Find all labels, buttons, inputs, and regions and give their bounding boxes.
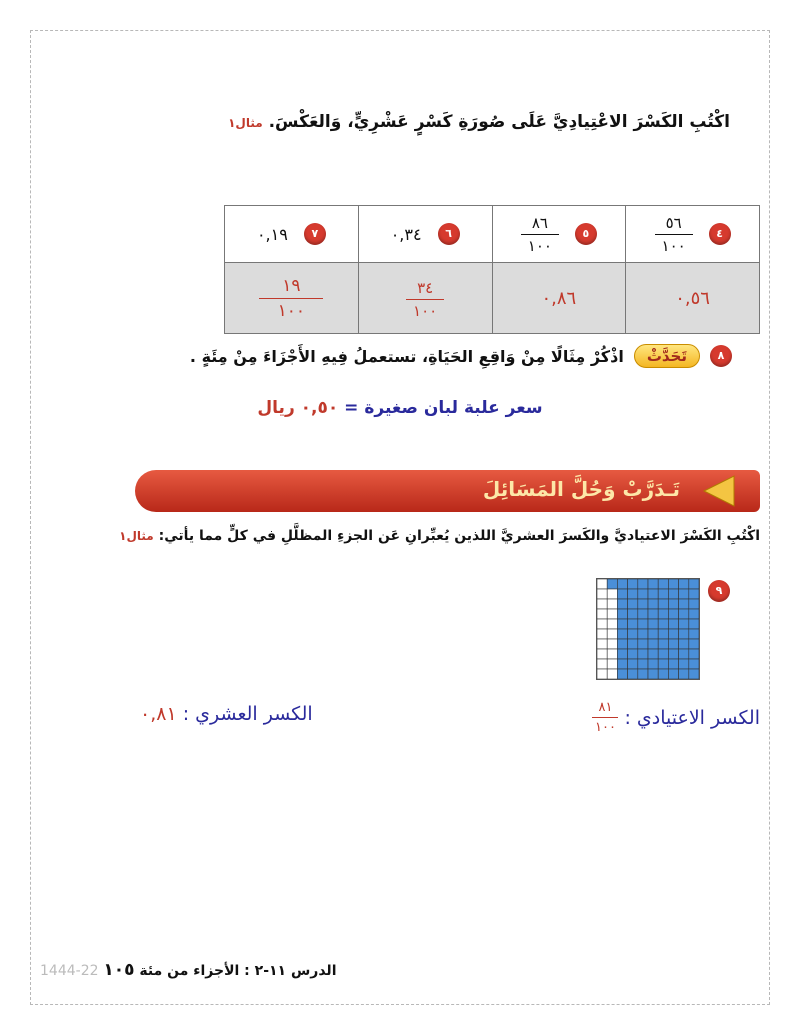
grid-cell [658, 579, 668, 589]
answer-cell [626, 263, 760, 334]
grid-cell [689, 599, 699, 609]
answer-decimal: ٠,٥٦ [675, 287, 710, 309]
grid-cell [658, 669, 668, 679]
grid-cell [628, 589, 638, 599]
answer-cell [492, 263, 626, 334]
grid-cell [638, 579, 648, 589]
grid-cell [628, 579, 638, 589]
grid-cell [617, 669, 627, 679]
grid-cell [628, 659, 638, 669]
grid-cell [668, 579, 678, 589]
common-fraction-label: الكسر الاعتيادي : [624, 706, 760, 729]
decimal-answer [140, 703, 313, 725]
grid-cell [668, 649, 678, 659]
stamp: 22-1444 [40, 963, 99, 979]
grid-cell [689, 609, 699, 619]
grid-cell [638, 669, 648, 679]
grid-cell [679, 659, 689, 669]
grid-cell [648, 619, 658, 629]
denominator: ١٠٠ [527, 236, 552, 255]
grid-cell [607, 639, 617, 649]
numerator: ١٩ [282, 276, 301, 296]
grid-cell [617, 619, 627, 629]
grid-cell [689, 589, 699, 599]
grid-cell [638, 649, 648, 659]
answer-decimal: ٠,٨٦ [541, 287, 577, 309]
answer-value: ٠,٥٠ ريال [257, 398, 339, 418]
question-cell [626, 206, 760, 263]
question-cell [492, 206, 626, 263]
grid-cell [668, 619, 678, 629]
denominator: ١٠٠ [661, 236, 686, 255]
grid-cell [607, 589, 617, 599]
question-number: ٧ [304, 223, 326, 245]
numerator: ٨١ [598, 700, 613, 715]
grid-cell [668, 669, 678, 679]
grid-cell [617, 609, 627, 619]
fraction [655, 214, 693, 255]
grid-cell [658, 659, 668, 669]
grid-cell [597, 639, 607, 649]
grid-cell [628, 649, 638, 659]
grid-cell [658, 589, 668, 599]
grid-cell [658, 629, 668, 639]
common-fraction-answer [592, 700, 760, 735]
talk-text: اذْكُرْ مِثَالًا مِنْ وَاقِعِ الحَيَاةِ، تستعملُ فِيهِ الأَجْزَاءَ مِنْ مِئَةٍ . [189, 346, 624, 366]
grid-cell [597, 609, 607, 619]
grid-cell [679, 599, 689, 609]
grid-cell [628, 629, 638, 639]
grid-cell [689, 649, 699, 659]
grid-cell [617, 579, 627, 589]
grid-cell [689, 669, 699, 679]
grid-cell [648, 639, 658, 649]
grid-cell [648, 609, 658, 619]
grid-cell [648, 649, 658, 659]
section-banner [135, 470, 760, 512]
grid-cell [679, 619, 689, 629]
exercise-table [224, 205, 760, 334]
grid-cell [607, 619, 617, 629]
grid-cell [638, 629, 648, 639]
grid-cell [679, 639, 689, 649]
instruction-2-text: اكْتُبِ الكَسْرَ الاعتياديَّ والكَسرَ العشريَّ اللذين يُعبِّرانِ عَن الجزءِ المظلَّلِ في كلٍّ مما يأتي: [158, 528, 760, 544]
grid-cell [628, 609, 638, 619]
grid-cell [648, 589, 658, 599]
grid-cell [607, 649, 617, 659]
grid-cell [668, 659, 678, 669]
question-number: ٥ [575, 223, 597, 245]
grid-cell [607, 599, 617, 609]
grid-cell [648, 659, 658, 669]
page-border [30, 30, 770, 1005]
decimal-value: ٠,٨١ [140, 703, 177, 725]
decimal-label: الكسر العشري : [182, 703, 313, 725]
grid-cell [648, 629, 658, 639]
answer-fraction [406, 279, 444, 320]
grid-cell [638, 609, 648, 619]
grid-cell [648, 599, 658, 609]
handwritten-answer [0, 398, 800, 418]
grid-cell [689, 639, 699, 649]
grid-cell [607, 659, 617, 669]
talk-badge: تَحَدَّثْ [634, 344, 700, 368]
answer-cell [225, 263, 359, 334]
questions-row [225, 206, 760, 263]
grid-cell [689, 659, 699, 669]
grid-cell [679, 579, 689, 589]
decimal-value: ٠,١٩ [256, 224, 288, 244]
grid-cell [597, 589, 607, 599]
question-number: ٦ [438, 223, 460, 245]
grid-cell [668, 629, 678, 639]
grid-cell [628, 639, 638, 649]
grid-cell [658, 619, 668, 629]
grid-cell [679, 589, 689, 599]
fraction [521, 214, 559, 255]
instruction-1 [228, 112, 730, 132]
answer-text: سعر علبة لبان صغيرة = [344, 398, 543, 418]
numerator: ٨٦ [531, 213, 548, 232]
numerator: ٥٦ [665, 213, 682, 232]
lesson-title: الدرس ١١-٢ : الأجزاء من مئة [139, 963, 337, 979]
denominator: ١٠٠ [277, 301, 306, 321]
grid-cell [658, 639, 668, 649]
hundred-grid [596, 578, 700, 680]
grid-cell [638, 639, 648, 649]
grid-cell [607, 579, 617, 589]
answers-row [225, 263, 760, 334]
grid-cell [658, 649, 668, 659]
answer-fraction [259, 276, 323, 321]
question-number: ٩ [708, 580, 730, 602]
grid-cell [597, 599, 607, 609]
grid-cell [668, 599, 678, 609]
grid-cell [658, 599, 668, 609]
grid-cell [648, 669, 658, 679]
grid-cell [679, 669, 689, 679]
example-reference: مثال١ [119, 529, 154, 543]
footer [40, 960, 337, 980]
grid-cell [597, 669, 607, 679]
grid-cell [638, 619, 648, 629]
question-cell [225, 206, 359, 263]
grid-cell [638, 599, 648, 609]
grid-cell [607, 629, 617, 639]
grid-cell [597, 629, 607, 639]
grid-cell [628, 599, 638, 609]
talk-question [190, 344, 732, 368]
grid-cell [617, 659, 627, 669]
grid-cell [679, 609, 689, 619]
numerator: ٣٤ [417, 278, 434, 297]
denominator: ١٠٠ [595, 720, 616, 735]
grid-cell [617, 589, 627, 599]
grid-cell [617, 599, 627, 609]
banner-title: تَـدَرَّبْ وَحُلَّ المَسَائِلَ [482, 477, 680, 501]
question-number: ٨ [710, 345, 732, 367]
grid-cell [628, 619, 638, 629]
question-cell [358, 206, 492, 263]
instruction-2 [119, 528, 760, 544]
grid-cell [648, 579, 658, 589]
question-number: ٤ [709, 223, 731, 245]
grid-cell [597, 649, 607, 659]
grid-cell [668, 609, 678, 619]
grid-cell [638, 589, 648, 599]
answer-cell [358, 263, 492, 334]
grid-cell [638, 659, 648, 669]
answer-fraction [592, 700, 618, 735]
grid-cell [679, 629, 689, 639]
decimal-value: ٠,٣٤ [390, 224, 422, 244]
denominator: ١٠٠ [413, 301, 438, 320]
grid-cell [658, 609, 668, 619]
grid-cell [617, 649, 627, 659]
grid-cell [628, 669, 638, 679]
page-number: ١٠٥ [103, 960, 135, 980]
example-reference: مثال١ [228, 116, 263, 130]
grid-cell [607, 669, 617, 679]
instruction-1-text: اكْتُبِ الكَسْرَ الاعْتِيادِيَّ عَلَى صُورَةِ كَسْرٍ عَشْرِيٍّ، وَالعَكْسَ. [268, 112, 730, 132]
grid-cell [597, 659, 607, 669]
grid-cell [607, 609, 617, 619]
grid-cell [689, 629, 699, 639]
grid-cell [597, 619, 607, 629]
grid-cell [617, 639, 627, 649]
grid-cell [668, 589, 678, 599]
grid-cell [689, 579, 699, 589]
grid-cell [617, 629, 627, 639]
grid-cell [597, 579, 607, 589]
grid-cell [668, 639, 678, 649]
grid-cell [689, 619, 699, 629]
grid-cell [679, 649, 689, 659]
arrow-icon [698, 470, 740, 512]
